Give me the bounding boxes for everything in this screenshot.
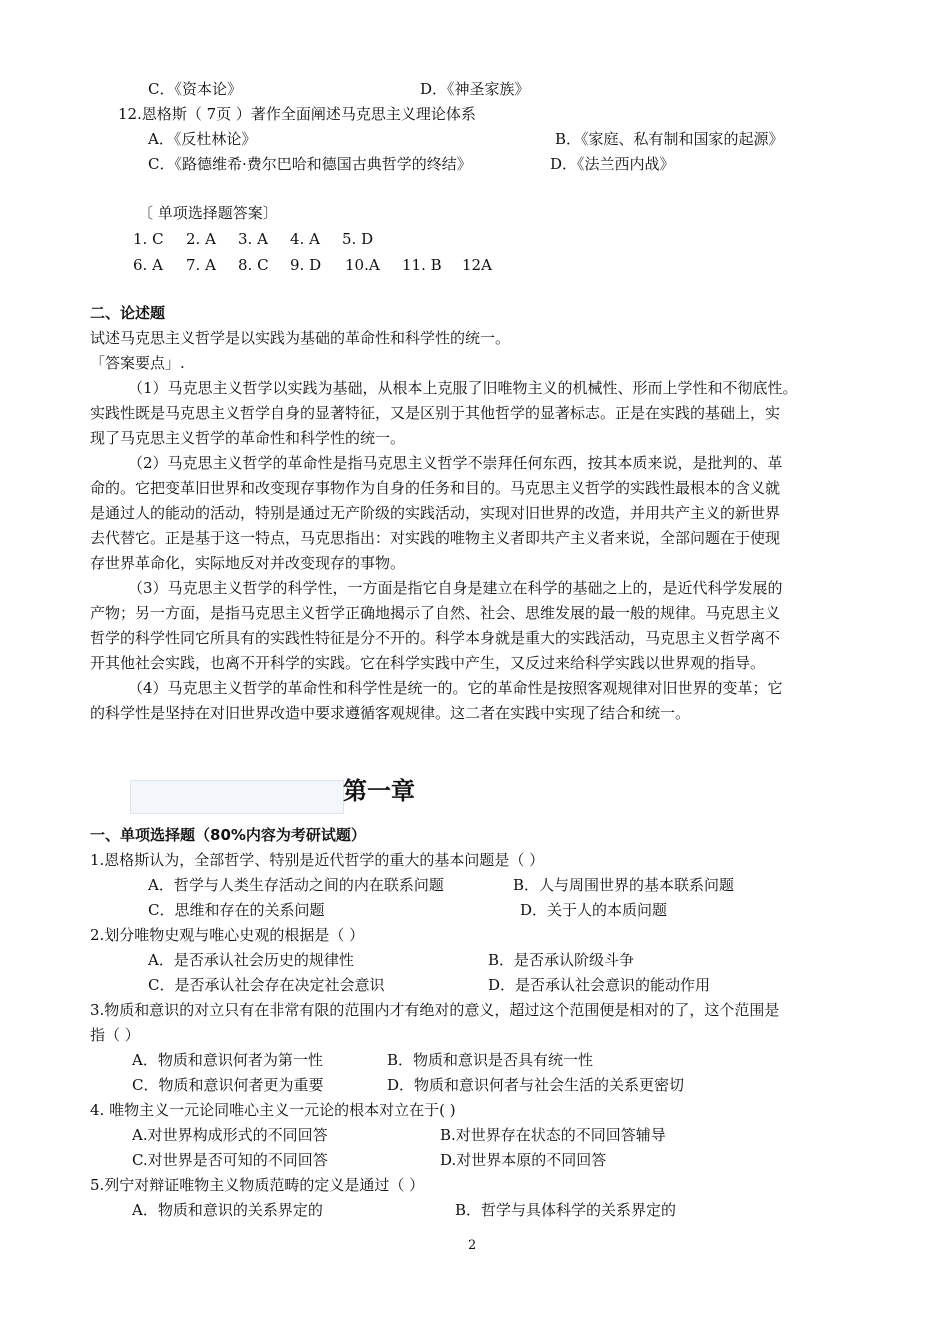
essay-line: 存世界革命化，实际地反对并改变现存的事物。 [90, 554, 406, 572]
q3-option-d: D．物质和意识何者与社会生活的关系更密切 [387, 1076, 685, 1094]
q3-stem-line1: 3.物质和意识的对立只有在非常有限的范围内才有绝对的意义，超过这个范围便是相对的了，这个范围是 [90, 1001, 780, 1019]
q4-option-c: C.对世界是否可知的不同回答 [132, 1151, 328, 1169]
q2-option-b: B．是否承认阶级斗争 [488, 951, 635, 969]
q3-option-b: B．物质和意识是否具有统一性 [387, 1051, 594, 1069]
q3-option-c: C．物质和意识何者更为重要 [132, 1076, 324, 1094]
q5-option-b: B．哲学与具体科学的关系界定的 [455, 1201, 677, 1219]
q5-stem: 5.列宁对辩证唯物主义物质范畴的定义是通过（ ） [90, 1176, 425, 1194]
q4-option-b: B.对世界存在状态的不同回答辅导 [440, 1126, 666, 1144]
q1-option-b: B．人与周围世界的基本联系问题 [513, 876, 735, 894]
answer-item: 7. A [186, 256, 216, 274]
q1-stem: 1.恩格斯认为，全部哲学、特别是近代哲学的重大的基本问题是（ ） [90, 851, 545, 869]
q2-option-d: D．是否承认社会意识的能动作用 [488, 976, 711, 994]
answer-item: 11. B [402, 256, 442, 274]
answer-item: 6. A [133, 256, 163, 274]
essay-line: （1）马克思主义哲学以实践为基础，从根本上克服了旧唯物主义的机械性、形而上学性和不彻底性。 [128, 379, 798, 397]
answer-item: 9. D [290, 256, 322, 274]
q1-option-a: A．哲学与人类生存活动之间的内在联系问题 [148, 876, 444, 894]
answer-item: 8. C [238, 256, 269, 274]
chapter-title: 第一章 [343, 777, 415, 805]
essay-question: 试述马克思主义哲学是以实践为基础的革命性和科学性的统一。 [90, 329, 511, 347]
essay-line: 实践性既是马克思主义哲学自身的显著特征，又是区别于其他哲学的显著标志。正是在实践的基础上，实 [90, 404, 781, 422]
essay-line: 产物；另一方面，是指马克思主义哲学正确地揭示了自然、社会、思维发展的最一般的规律。马克思主义 [90, 604, 781, 622]
essay-line: 去代替它。正是基于这一特点，马克思指出：对实践的唯物主义者即共产主义者来说，全部问题在于使现 [90, 529, 781, 547]
q12-option-a: A．《反杜林论》 [148, 130, 257, 148]
essay-line: 的科学性是坚持在对旧世界改造中要求遵循客观规律。这二者在实践中实现了结合和统一。 [90, 704, 691, 722]
q5-option-a: A．物质和意识的关系界定的 [132, 1201, 323, 1219]
essay-line: （3）马克思主义哲学的科学性，一方面是指它自身是建立在科学的基础之上的，是近代科学发展的 [128, 579, 783, 597]
answer-item: 2. A [186, 230, 216, 248]
q11-option-c: C．《资本论》 [148, 80, 242, 98]
answers-title: 〔 单项选择题答案〕 [138, 204, 278, 222]
essay-line: 开其他社会实践，也离不开科学的实践。它在科学实践中产生，又反过来给科学实践以世界观的指导。 [90, 654, 766, 672]
essay-line: （2）马克思主义哲学的革命性是指马克思主义哲学不崇拜任何东西，按其本质来说，是批判的、革 [128, 454, 783, 472]
answer-item: 5. D [342, 230, 374, 248]
essay-key-label: 「答案要点」. [90, 354, 185, 372]
page-number: 2 [468, 1238, 477, 1253]
q2-option-a: A．是否承认社会历史的规律性 [148, 951, 354, 969]
q3-stem-line2: 指（ ） [90, 1026, 140, 1044]
q2-option-c: C．是否承认社会存在决定社会意识 [148, 976, 385, 994]
q12-option-c: C．《路德维希·费尔巴哈和德国古典哲学的终结》 [148, 155, 472, 173]
answer-item: 10.A [345, 256, 380, 274]
q12-option-d: D．《法兰西内战》 [550, 155, 675, 173]
answer-item: 1. C [133, 230, 164, 248]
q4-option-a: A.对世界构成形式的不同回答 [132, 1126, 328, 1144]
answer-item: 4. A [290, 230, 320, 248]
q4-stem: 4. 唯物主义一元论同唯心主义一元论的根本对立在于( ) [90, 1101, 456, 1119]
essay-line: 哲学的科学性同它所具有的实践性特征是分不开的。科学本身就是重大的实践活动，马克思主义哲学离不 [90, 629, 781, 647]
section-heading: 一、单项选择题（80%内容为考研试题） [90, 826, 366, 844]
q1-option-c: C．思维和存在的关系问题 [148, 901, 325, 919]
q2-stem: 2.划分唯物史观与唯心史观的根据是（ ） [90, 926, 365, 944]
essay-line: （4）马克思主义哲学的革命性和科学性是统一的。它的革命性是按照客观规律对旧世界的变革；它 [128, 679, 783, 697]
q3-option-a: A．物质和意识何者为第一性 [132, 1051, 323, 1069]
q1-option-d: D．关于人的本质问题 [520, 901, 668, 919]
essay-line: 是通过人的能动的活动，特别是通过无产阶级的实践活动，实现对旧世界的改造，并用共产主义的新世界 [90, 504, 781, 522]
q12-stem: 12.恩格斯（ 7页 ）著作全面阐述马克思主义理论体系 [118, 105, 476, 123]
q12-option-b: B．《家庭、私有制和国家的起源》 [555, 130, 784, 148]
essay-heading: 二、论述题 [90, 304, 166, 322]
q4-option-d: D.对世界本原的不同回答 [440, 1151, 607, 1169]
essay-line: 命的。它把变革旧世界和改变现存事物作为自身的任务和目的。马克思主义哲学的实践性最根本的含义就 [90, 479, 781, 497]
answer-item: 12A [462, 256, 492, 274]
answer-item: 3. A [238, 230, 268, 248]
q11-option-d: D．《神圣家族》 [420, 80, 530, 98]
chapter-highlight-box [130, 780, 344, 814]
essay-line: 现了马克思主义哲学的革命性和科学性的统一。 [90, 429, 406, 447]
